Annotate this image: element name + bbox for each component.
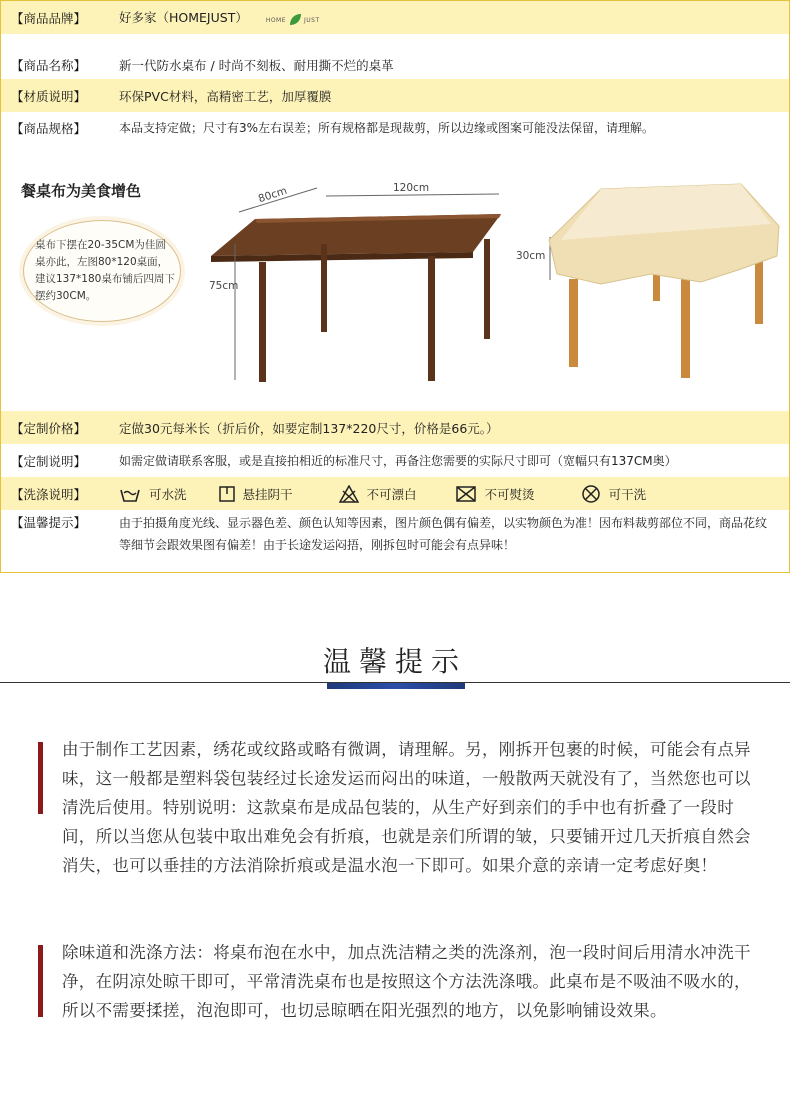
wash-item-water	[119, 485, 187, 503]
dim-length: 120cm	[393, 182, 430, 194]
wash-text-dry: 可干洗	[608, 486, 647, 502]
custom-label: 【定制说明】	[11, 453, 87, 469]
no-bleach-icon	[339, 485, 359, 503]
wash-text-bleach: 不可漂白	[366, 486, 417, 502]
brand-logo	[266, 13, 320, 27]
name-value: 新一代防水桌布 / 时尚不刻板、耐用撕不烂的桌革	[119, 57, 394, 73]
tip-bubble-text: 桌布下摆在20-35CM为佳圆桌亦此，左图80*120桌面，建议137*180桌布铺后四周下摆约30CM。	[35, 239, 175, 302]
dim-height: 75cm	[209, 280, 239, 292]
spec-row-size	[1, 111, 789, 144]
wash-item-dry	[581, 484, 647, 504]
para1-marker	[38, 742, 43, 814]
wash-icons	[119, 484, 789, 504]
price-label: 【定制价格】	[11, 420, 87, 436]
logo-just: JUST	[304, 16, 320, 24]
wash-text-hang: 悬挂阴干	[242, 486, 293, 502]
dim-width: 80cm	[256, 184, 289, 206]
price-value: 定做30元每米长（折后价，如要定制137*220尺寸，价格是66元。）	[119, 420, 499, 436]
dim-drop: 30cm	[516, 250, 546, 262]
para2-marker	[38, 945, 43, 1017]
spec-row-custom	[1, 444, 789, 477]
paragraph-1: 由于制作工艺因素，绣花或纹路或略有微调，请理解。另，刚拆开包裹的时候，可能会有点异味，这一般都是塑料袋包装经过长途发运而闷出的味道，一般散两天就没有了，当然您也可以清洗后使用。特别说明：这款桌布是成品包装的，从生产好到亲们的手中也有折叠了一段时间，所以当您从包装中取出难免会有折痕，也就是亲们所谓的皱，只要铺开过几天折痕自然会消失，也可以垂挂的方法消除折痕或是温水泡一下即可。如果介意的亲请一定考虑好奥！	[62, 740, 751, 875]
wash-item-iron	[455, 485, 535, 503]
hand-wash-icon	[119, 485, 141, 503]
brand-value	[119, 8, 789, 28]
brand-text: 好多家（HOMEJUST）	[119, 9, 248, 25]
spec-row-tips	[1, 510, 789, 566]
section-title-bar	[327, 683, 465, 689]
wash-item-hang	[219, 485, 293, 503]
spec-row-name	[1, 48, 789, 81]
table-illustration	[1, 144, 789, 411]
wash-text-water: 可水洗	[149, 486, 187, 502]
wooden-table	[211, 214, 501, 382]
size-label: 【商品规格】	[11, 120, 87, 136]
illustration-headline: 餐桌布为美食增色	[21, 182, 142, 200]
wash-text-iron: 不可熨烫	[484, 486, 535, 502]
no-iron-icon	[455, 485, 477, 503]
spec-row-wash	[1, 477, 789, 510]
spec-row-material	[1, 79, 789, 112]
size-value: 本品支持定做；尺寸有3%左右误差；所有规格都是现裁剪，所以边缘或图案可能没法保留，请理解。	[119, 121, 655, 135]
section-title: 温馨提示	[322, 645, 467, 678]
hang-dry-icon	[219, 485, 235, 503]
tips-value: 由于拍摄角度光线、显示器色差、颜色认知等因素，图片颜色偶有偏差，以实物颜色为准！因布料裁剪部位不同，商品花纹等细节会跟效果图有偏差！由于长途发运闷捂，刚拆包时可能会有点异味！	[119, 516, 768, 552]
material-label: 【材质说明】	[11, 88, 87, 104]
name-label: 【商品名称】	[11, 57, 87, 73]
logo-home: HOME	[265, 16, 287, 24]
tips-label: 【温馨提示】	[11, 515, 87, 530]
custom-value: 如需定做请联系客服，或是直接拍相近的标准尺寸，再备注您需要的实际尺寸即可（宽幅只有137CM奥）	[119, 454, 677, 468]
leaf-icon	[288, 13, 302, 27]
wash-label: 【洗涤说明】	[11, 486, 87, 502]
brand-label: 【商品品牌】	[11, 10, 87, 26]
material-value: 环保PVC材料，高精密工艺，加厚覆膜	[119, 88, 332, 104]
wash-item-bleach	[339, 485, 417, 503]
dry-clean-icon	[581, 484, 601, 504]
paragraph-2: 除味道和洗涤方法：将桌布泡在水中，加点洗洁精之类的洗涤剂，泡一段时间后用清水冲洗干净，在阴凉处晾干即可，平常清洗桌布也是按照这个方法洗涤哦。此桌布是不吸油不吸水的，所以不需要揉搓，泡泡即可，也切忌晾晒在阳光强烈的地方，以免影响铺设效果。	[62, 943, 751, 1020]
spec-row-price	[1, 411, 789, 444]
spec-row-brand	[1, 1, 789, 34]
clothed-table	[549, 184, 779, 378]
